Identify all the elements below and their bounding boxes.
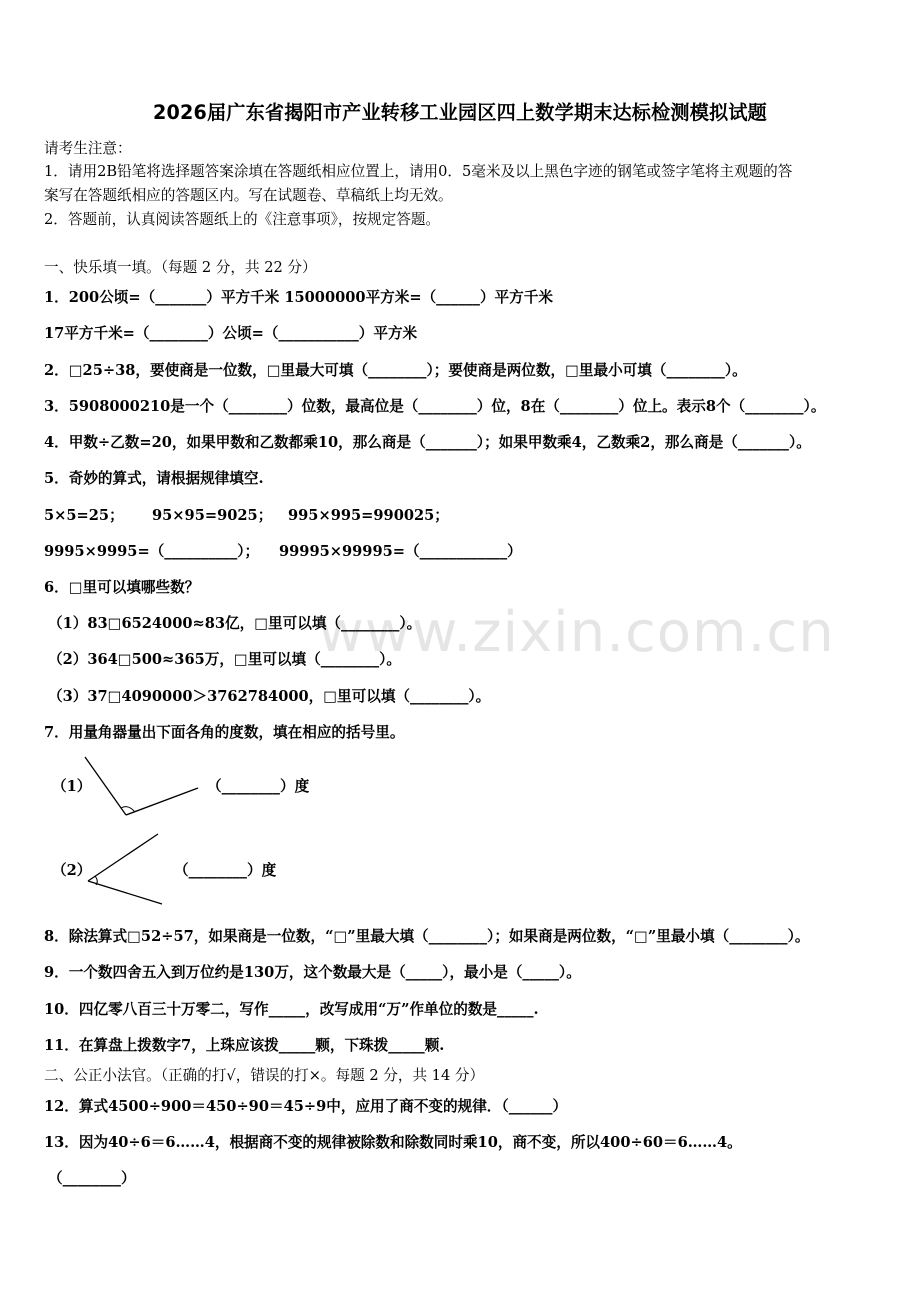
angle-figure-2 (82, 830, 166, 910)
notice-line-1a: 1．请用2B铅笔将选择题答案涂填在答题纸相应位置上，请用0．5毫米及以上黑色字迹的钢笔或签字笔将主观题的答 (44, 163, 793, 180)
question-13: 13．因为40÷6＝6……4，根据商不变的规律被除数和除数同时乘10，商不变，所以400÷60＝6……4。 (44, 1134, 742, 1151)
page-title: 2026届广东省揭阳市产业转移工业园区四上数学期末达标检测模拟试题 (153, 101, 767, 124)
section-1-heading: 一、快乐填一填。（每题 2 分，共 22 分） (44, 259, 317, 276)
question-8: 8．除法算式□52÷57，如果商是一位数，“□”里最大填（________）；如果商是两位数，“□”里最小填（________）。 (44, 928, 810, 945)
notice-line-2: 2．答题前，认真阅读答题纸上的《注意事项》，按规定答题。 (44, 211, 441, 228)
question-9: 9．一个数四舍五入到万位约是130万，这个数最大是（_____），最小是（_____）。 (44, 964, 581, 981)
question-7-1-label: （1） (52, 778, 92, 795)
question-4: 4．甲数÷乙数=20，如果甲数和乙数都乘10，那么商是（_______）；如果甲数乘4，乙数乘2，那么商是（_______）。 (44, 434, 811, 451)
question-5-expr-2: 95×95=9025； (152, 507, 273, 524)
question-7: 7．用量角器量出下面各角的度数，填在相应的括号里。 (44, 724, 405, 741)
question-5-expr-3: 995×995=990025； (288, 507, 449, 524)
notice-line-1b: 案写在答题纸相应的答题区内。写在试题卷、草稿纸上均无效。 (44, 187, 453, 204)
question-7-2-label: （2） (52, 862, 92, 879)
question-7-2-blank: （________）度 (174, 862, 277, 879)
question-6-1: （1）83□6524000≈83亿，□里可以填（________）。 (48, 615, 422, 632)
question-12: 12．算式4500÷900＝450÷90＝45÷9中，应用了商不变的规律．（______） (44, 1098, 568, 1115)
angle-figure-1 (80, 752, 204, 824)
question-6: 6．□里可以填哪些数？ (44, 579, 200, 596)
question-10: 10．四亿零八百三十万零二，写作_____，改写成用“万”作单位的数是_____. (44, 1001, 539, 1018)
question-2: 2．□25÷38，要使商是一位数，□里最大可填（________）；要使商是两位数，□里最小可填（________）。 (44, 362, 747, 379)
question-5: 5．奇妙的算式，请根据规律填空. (44, 470, 264, 487)
question-6-2: （2）364□500≈365万，□里可以填（________）。 (48, 651, 401, 668)
question-5-expr-5: 99995×99995=（____________） (279, 543, 522, 560)
question-1b: 17平方千米=（________）公顷=（___________）平方米 (44, 325, 418, 342)
question-13-blank: （________） (48, 1170, 136, 1187)
question-6-3: （3）37□4090000＞3762784000，□里可以填（________）。 (48, 688, 491, 705)
question-5-expr-1: 5×5=25； (44, 507, 124, 524)
section-2-heading: 二、公正小法官。（正确的打√，错误的打×。每题 2 分，共 14 分） (44, 1067, 485, 1084)
question-1a: 1．200公顷=（_______）平方千米 15000000平方米=（______）平方千米 (44, 289, 553, 306)
question-3: 3．5908000210是一个（________）位数，最高位是（________）位，8在（________）位上。表示8个（________）。 (44, 398, 826, 415)
question-11: 11．在算盘上拨数字7，上珠应该拨_____颗，下珠拨_____颗. (44, 1037, 445, 1054)
question-5-expr-4: 9995×9995=（__________）； (44, 543, 260, 560)
watermark: www.zixin.com.cn (318, 600, 835, 665)
question-7-1-blank: （________）度 (207, 778, 310, 795)
notice-heading: 请考生注意： (44, 140, 132, 157)
